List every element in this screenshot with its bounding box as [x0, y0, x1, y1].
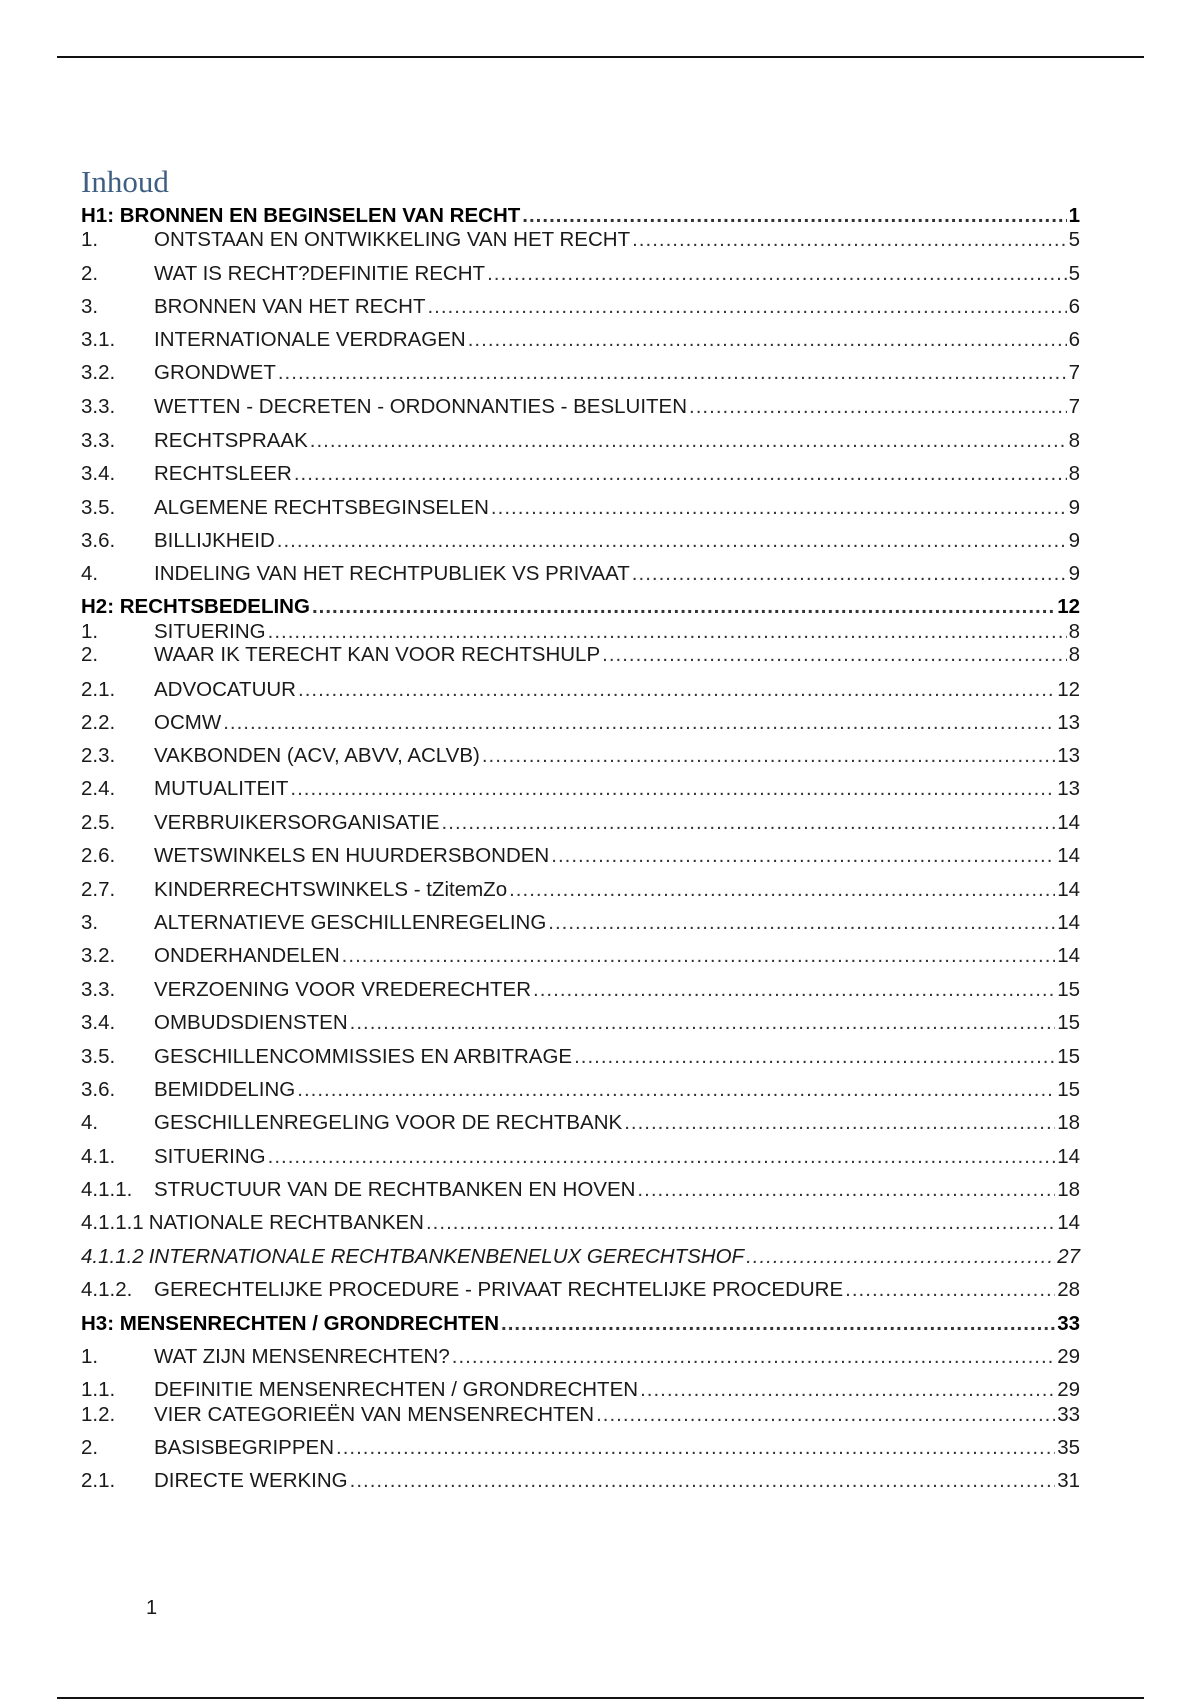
toc-entry-page: 9	[1068, 529, 1080, 552]
toc-entry-page: 33	[1057, 1403, 1080, 1426]
toc-entry-page: 18	[1057, 1111, 1080, 1134]
toc-entry-page: 14	[1057, 811, 1080, 834]
toc-dot-leader	[522, 202, 1066, 229]
toc-entry-page: 29	[1057, 1345, 1080, 1368]
toc-entry[interactable]	[81, 909, 1080, 936]
header-rule	[57, 56, 1144, 58]
footer-rule	[57, 1697, 1144, 1699]
toc-entry-number: 1.1.	[81, 1378, 116, 1401]
toc-entry-page: 1	[1068, 204, 1080, 227]
toc-entry-number: 4.1.1.	[81, 1178, 133, 1201]
toc-entry-number: 4.	[81, 562, 99, 585]
toc-dot-leader	[442, 809, 1056, 836]
toc-dot-leader	[551, 842, 1055, 869]
toc-dot-leader	[596, 1401, 1055, 1428]
toc-entry-page: 8	[1068, 643, 1080, 666]
toc-dot-leader	[468, 326, 1067, 353]
toc-entry-number: 3.2.	[81, 361, 116, 384]
toc-entry-title: MUTUALITEIT	[154, 777, 289, 800]
toc-dot-leader	[312, 593, 1055, 620]
toc-dot-leader	[278, 359, 1067, 386]
toc-entry-number: 2.6.	[81, 844, 116, 867]
toc-entry[interactable]	[81, 976, 1080, 1003]
toc-entry-number: 1.	[81, 1345, 99, 1368]
toc-entry-title: STRUCTUUR VAN DE RECHTBANKEN EN HOVEN	[154, 1178, 636, 1201]
toc-entry[interactable]	[81, 359, 1080, 386]
toc-entry[interactable]	[81, 1109, 1080, 1136]
toc-dot-leader	[533, 976, 1055, 1003]
toc-entry[interactable]	[81, 560, 1080, 587]
page-number: 1	[146, 1597, 158, 1619]
toc-entry-title: WETTEN - DECRETEN - ORDONNANTIES - BESLUITEN	[154, 395, 688, 418]
toc-dot-leader	[427, 293, 1066, 320]
toc-entry[interactable]	[81, 1376, 1080, 1403]
toc-entry-title: ALTERNATIEVE GESCHILLENREGELING	[154, 911, 547, 934]
toc-entry-page: 27	[1057, 1245, 1080, 1268]
toc-entry-title: GESCHILLENCOMMISSIES EN ARBITRAGE	[154, 1045, 573, 1068]
toc-dot-leader	[297, 1076, 1055, 1103]
toc-entry-title: NATIONALE RECHTBANKEN	[148, 1211, 424, 1234]
toc-dot-leader	[336, 1434, 1055, 1461]
toc-dot-leader	[632, 226, 1066, 253]
toc-entry-page: 14	[1057, 911, 1080, 934]
toc-entry-title: GRONDWET	[154, 361, 276, 384]
toc-entry-title: ONTSTAAN EN ONTWIKKELING VAN HET RECHT	[154, 228, 631, 251]
toc-dot-leader	[574, 1043, 1055, 1070]
toc-dot-leader	[632, 560, 1067, 587]
toc-entry-page: 14	[1057, 944, 1080, 967]
toc-entry[interactable]	[81, 393, 1080, 420]
toc-entry[interactable]	[81, 709, 1080, 736]
toc-entry-page: 15	[1057, 1045, 1080, 1068]
toc-entry-page: 6	[1068, 295, 1080, 318]
toc-entry-title: H2: RECHTSBEDELING	[81, 595, 310, 618]
toc-entry-page: 7	[1068, 361, 1080, 384]
toc-entry-number: 3.1.	[81, 328, 116, 351]
toc-entry-title: SITUERING	[154, 1145, 266, 1168]
toc-entry-number: 2.7.	[81, 878, 116, 901]
toc-dot-leader	[223, 709, 1055, 736]
toc-entry[interactable]	[81, 1009, 1080, 1036]
toc-dot-leader	[624, 1109, 1055, 1136]
toc-entry[interactable]	[81, 1243, 1080, 1270]
toc-entry-page: 12	[1057, 595, 1080, 618]
toc-entry-number: 3.4.	[81, 462, 116, 485]
toc-entry-title: INTERNATIONALE VERDRAGEN	[154, 328, 466, 351]
toc-entry[interactable]	[81, 809, 1080, 836]
toc-entry-title: VIER CATEGORIEËN VAN MENSENRECHTEN	[154, 1403, 595, 1426]
toc-dot-leader	[298, 676, 1055, 703]
toc-entry-title: BASISBEGRIPPEN	[154, 1436, 335, 1459]
toc-entry-title: ONDERHANDELEN	[154, 944, 340, 967]
toc-dot-leader	[746, 1243, 1055, 1270]
toc-entry-number: 3.3.	[81, 395, 116, 418]
toc-entry[interactable]	[81, 260, 1080, 287]
toc-dot-leader	[290, 775, 1055, 802]
toc-entry[interactable]	[81, 1143, 1080, 1170]
toc-entry[interactable]	[81, 1401, 1080, 1428]
toc-entry-page: 9	[1068, 562, 1080, 585]
toc-entry[interactable]	[81, 842, 1080, 869]
toc-dot-leader	[294, 460, 1067, 487]
toc-entry[interactable]	[81, 494, 1080, 521]
toc-entry-page: 8	[1068, 620, 1080, 643]
toc-entry-title: INDELING VAN HET RECHTPUBLIEK VS PRIVAAT	[154, 562, 630, 585]
toc-entry-title: RECHTSPRAAK	[154, 429, 308, 452]
toc-entry-number: 4.1.1.1	[81, 1211, 144, 1234]
toc-dot-leader	[277, 527, 1067, 554]
toc-entry-title: GERECHTELIJKE PROCEDURE - PRIVAAT RECHTELIJKE PROCEDURE	[154, 1278, 844, 1301]
toc-entry-page: 8	[1068, 429, 1080, 452]
toc-entry-number: 2.1.	[81, 678, 116, 701]
toc-entry[interactable]	[81, 527, 1080, 554]
toc-entry-page: 13	[1057, 777, 1080, 800]
toc-entry-title: OCMW	[154, 711, 222, 734]
toc-entry-title: H3: MENSENRECHTEN / GRONDRECHTEN	[81, 1312, 499, 1335]
toc-entry-page: 13	[1057, 711, 1080, 734]
toc-dot-leader	[426, 1209, 1055, 1236]
toc-entry-title: INTERNATIONALE RECHTBANKENBENELUX GERECHTSHOF	[148, 1245, 745, 1268]
toc-entry-page: 15	[1057, 978, 1080, 1001]
toc-entry-number: 3.3.	[81, 429, 116, 452]
toc-dot-leader	[342, 942, 1056, 969]
toc-entry-page: 14	[1057, 1145, 1080, 1168]
toc-entry-number: 4.1.	[81, 1145, 116, 1168]
toc-chapter-heading[interactable]	[81, 593, 1080, 620]
toc-entry-number: 4.	[81, 1111, 99, 1134]
toc-entry[interactable]	[81, 226, 1080, 253]
toc-dot-leader	[310, 427, 1067, 454]
toc-entry-number: 2.	[81, 262, 99, 285]
toc-entry-number: 3.3.	[81, 978, 116, 1001]
toc-dot-leader	[602, 641, 1066, 668]
toc-entry[interactable]	[81, 1467, 1080, 1494]
toc-entry-title: RECHTSLEER	[154, 462, 292, 485]
toc-dot-leader	[491, 494, 1067, 521]
toc-dot-leader	[845, 1276, 1055, 1303]
toc-entry-number: 1.	[81, 228, 99, 251]
toc-entry-title: BILLIJKHEID	[154, 529, 275, 552]
toc-entry-number: 2.	[81, 643, 99, 666]
toc-entry[interactable]	[81, 742, 1080, 769]
toc-entry-title: VERZOENING VOOR VREDERECHTER	[154, 978, 532, 1001]
toc-entry-page: 7	[1068, 395, 1080, 418]
toc-entry-page: 15	[1057, 1011, 1080, 1034]
toc-entry-number: 4.1.2.	[81, 1278, 133, 1301]
toc-entry-page: 28	[1057, 1278, 1080, 1301]
toc-entry-page: 15	[1057, 1078, 1080, 1101]
toc-entry-page: 13	[1057, 744, 1080, 767]
toc-entry-page: 35	[1057, 1436, 1080, 1459]
toc-entry-number: 2.5.	[81, 811, 116, 834]
toc-entry-title: OMBUDSDIENSTEN	[154, 1011, 348, 1034]
toc-entry[interactable]	[81, 876, 1080, 903]
toc-entry-number: 1.	[81, 620, 99, 643]
toc-dot-leader	[640, 1376, 1055, 1403]
toc-entry-title: WAT ZIJN MENSENRECHTEN?	[154, 1345, 450, 1368]
toc-entry-number: 2.2.	[81, 711, 116, 734]
toc-entry-number: 3.5.	[81, 496, 116, 519]
toc-dot-leader	[350, 1467, 1056, 1494]
toc-entry-title: BRONNEN VAN HET RECHT	[154, 295, 426, 318]
toc-chapter-heading[interactable]	[81, 1310, 1080, 1337]
toc-entry-page: 14	[1057, 878, 1080, 901]
toc-dot-leader	[501, 1310, 1055, 1337]
toc-entry[interactable]	[81, 676, 1080, 703]
toc-entry[interactable]	[81, 1076, 1080, 1103]
toc-entry[interactable]	[81, 1343, 1080, 1370]
toc-entry[interactable]	[81, 293, 1080, 320]
toc-entry-number: 2.	[81, 1436, 99, 1459]
toc-entry[interactable]	[81, 775, 1080, 802]
toc-entry-title: WAAR IK TERECHT KAN VOOR RECHTSHULP	[154, 643, 601, 666]
toc-dot-leader	[452, 1343, 1055, 1370]
toc-entry-number: 2.4.	[81, 777, 116, 800]
toc-entry-title: ALGEMENE RECHTSBEGINSELEN	[154, 496, 489, 519]
toc-entry-page: 18	[1057, 1178, 1080, 1201]
toc-entry-page: 5	[1068, 228, 1080, 251]
toc-entry-page: 31	[1057, 1469, 1080, 1492]
toc-dot-leader	[482, 742, 1055, 769]
toc-entry[interactable]	[81, 1209, 1080, 1236]
toc-dot-leader	[689, 393, 1067, 420]
toc-entry-title: BEMIDDELING	[154, 1078, 296, 1101]
toc-dot-leader	[509, 876, 1055, 903]
toc-entry-page: 9	[1068, 496, 1080, 519]
toc-entry-number: 2.1.	[81, 1469, 116, 1492]
toc-entry-number: 3.4.	[81, 1011, 116, 1034]
toc-entry-number: 2.3.	[81, 744, 116, 767]
toc-entry[interactable]	[81, 641, 1080, 668]
toc-entry-page: 8	[1068, 462, 1080, 485]
toc-dot-leader	[268, 1143, 1056, 1170]
toc-entry-page: 5	[1068, 262, 1080, 285]
toc-entry-title: DEFINITIE MENSENRECHTEN / GRONDRECHTEN	[154, 1378, 639, 1401]
toc-entry[interactable]	[81, 1434, 1080, 1461]
toc-entry-title: KINDERRECHTSWINKELS - tZitemZo	[154, 878, 508, 901]
toc-dot-leader	[548, 909, 1055, 936]
toc-entry-title: WAT IS RECHT?DEFINITIE RECHT	[154, 262, 486, 285]
toc-entry[interactable]	[81, 1276, 1080, 1303]
toc-dot-leader	[637, 1176, 1055, 1203]
toc-entry-title: H1: BRONNEN EN BEGINSELEN VAN RECHT	[81, 204, 521, 227]
toc-entry-title: WETSWINKELS EN HUURDERSBONDEN	[154, 844, 550, 867]
toc-entry[interactable]	[81, 460, 1080, 487]
toc-entry-number: 3.6.	[81, 1078, 116, 1101]
toc-entry-page: 14	[1057, 1211, 1080, 1234]
toc-entry-title: GESCHILLENREGELING VOOR DE RECHTBANK	[154, 1111, 623, 1134]
toc-entry[interactable]	[81, 942, 1080, 969]
toc-entry-page: 12	[1057, 678, 1080, 701]
toc-entry-page: 29	[1057, 1378, 1080, 1401]
toc-entry-title: VAKBONDEN (ACV, ABVV, ACLVB)	[154, 744, 480, 767]
toc-entry-page: 6	[1068, 328, 1080, 351]
toc-entry-number: 3.2.	[81, 944, 116, 967]
toc-entry-title: DIRECTE WERKING	[154, 1469, 348, 1492]
toc-entry-title: SITUERING	[154, 620, 266, 643]
toc-dot-leader	[350, 1009, 1056, 1036]
toc-entry-page: 14	[1057, 844, 1080, 867]
toc-entry[interactable]	[81, 427, 1080, 454]
toc-entry[interactable]	[81, 326, 1080, 353]
toc-chapter-heading[interactable]	[81, 202, 1080, 229]
toc-entry-title: VERBRUIKERSORGANISATIE	[154, 811, 440, 834]
toc-entry-page: 33	[1057, 1312, 1080, 1335]
toc-entry[interactable]	[81, 1043, 1080, 1070]
toc-entry-number: 3.	[81, 295, 99, 318]
toc-entry-number: 4.1.1.2	[81, 1245, 144, 1268]
toc-entry[interactable]	[81, 1176, 1080, 1203]
page-title: Inhoud	[81, 164, 169, 199]
toc-entry-number: 3.	[81, 911, 99, 934]
toc-entry-number: 1.2.	[81, 1403, 116, 1426]
toc-dot-leader	[487, 260, 1067, 287]
toc-entry-title: ADVOCATUUR	[154, 678, 296, 701]
toc-entry-number: 3.5.	[81, 1045, 116, 1068]
toc-entry-number: 3.6.	[81, 529, 116, 552]
